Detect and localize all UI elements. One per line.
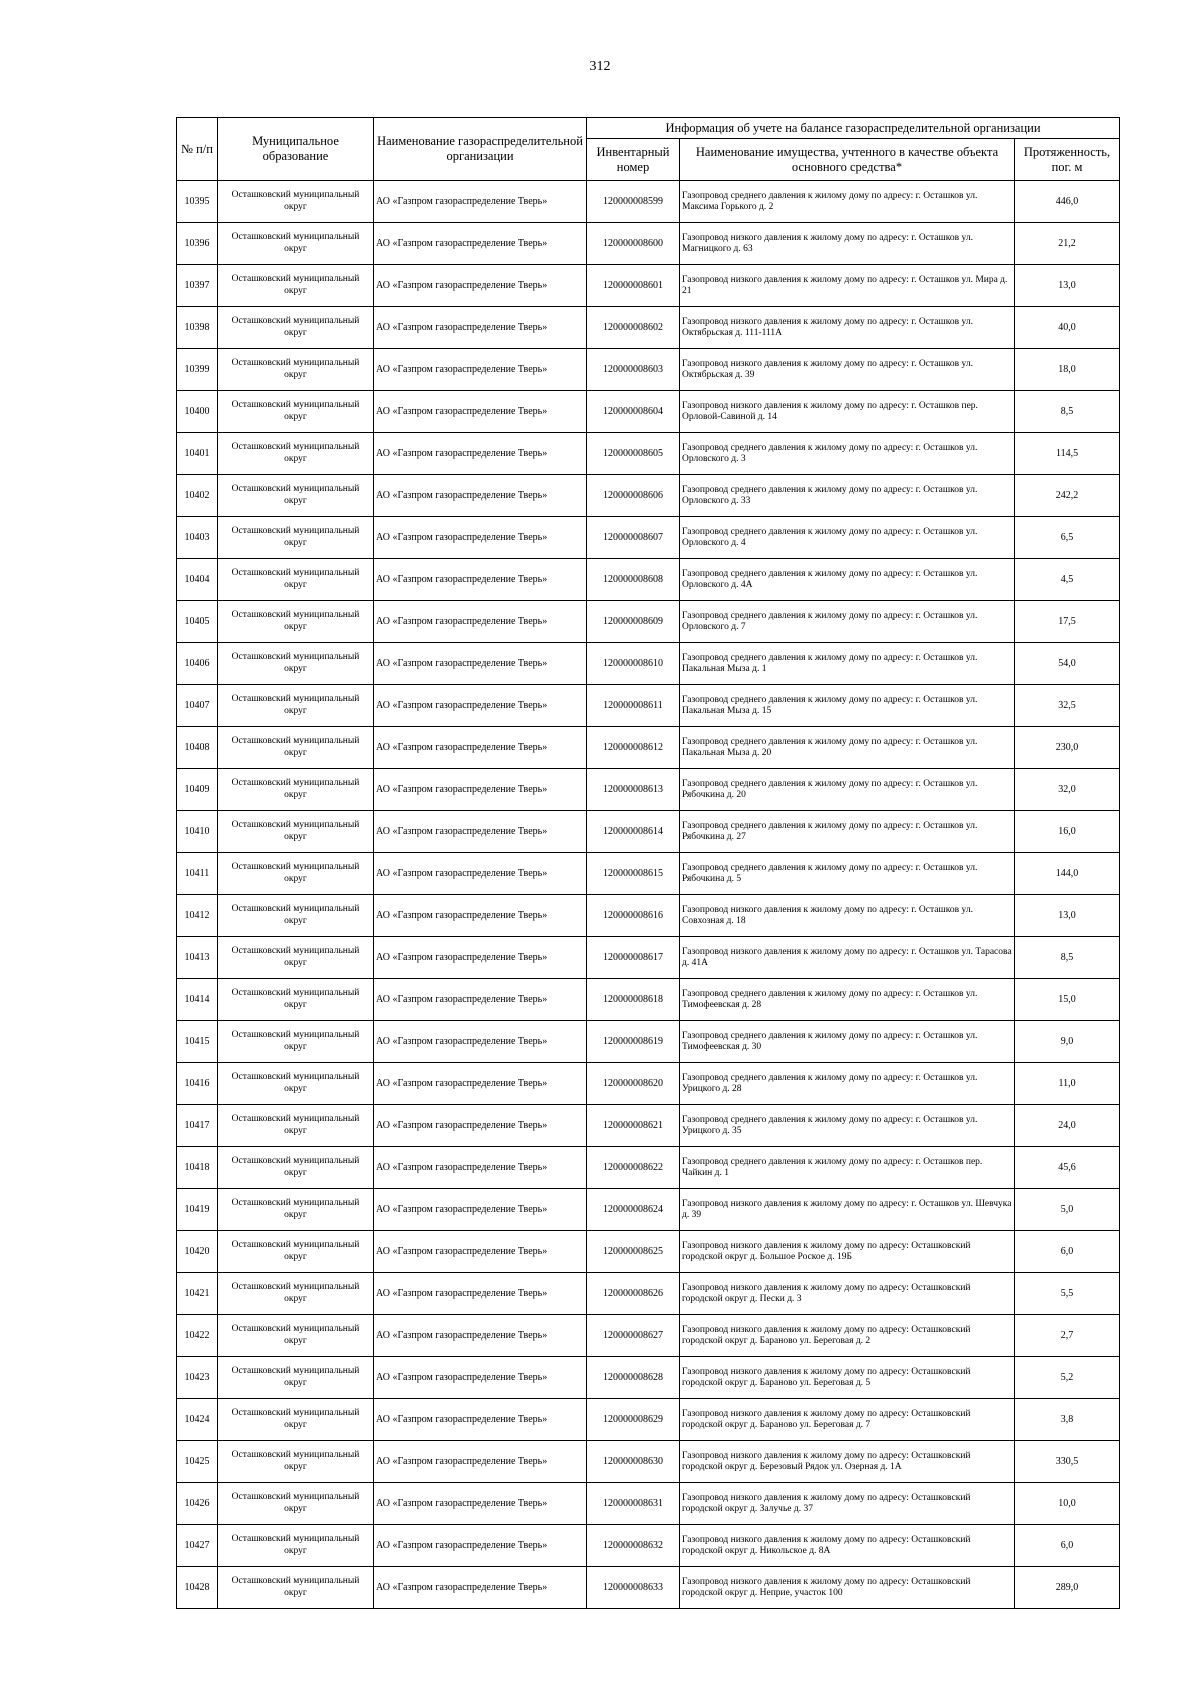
table-row <box>177 853 1120 895</box>
row-length: 230,0 <box>1015 727 1120 769</box>
row-number: 10402 <box>177 475 218 517</box>
row-asset-name: Газопровод среднего давления к жилому дому по адресу: г. Осташков ул. Рябочкина д. 5 <box>680 853 1015 895</box>
header-asset: Наименование имущества, учтенного в качестве объекта основного средства* <box>680 139 1015 181</box>
table-row <box>177 811 1120 853</box>
row-number: 10422 <box>177 1315 218 1357</box>
row-asset-name: Газопровод среднего давления к жилому дому по адресу: г. Осташков ул. Пакальная Мыза д. 1 <box>680 643 1015 685</box>
page-number: 312 <box>589 59 611 74</box>
table-row <box>177 727 1120 769</box>
row-asset-name: Газопровод низкого давления к жилому дому по адресу: Осташковский городской округ д. Неприе, участок 100 <box>680 1567 1015 1609</box>
header-num: № п/п <box>177 118 218 181</box>
row-inventory-number: 120000008607 <box>587 517 680 559</box>
row-asset-name: Газопровод среднего давления к жилому дому по адресу: г. Осташков ул. Тимофеевская д. 30 <box>680 1021 1015 1063</box>
row-length: 8,5 <box>1015 937 1120 979</box>
row-asset-name: Газопровод низкого давления к жилому дому по адресу: г. Осташков ул. Октябрьская д. 39 <box>680 349 1015 391</box>
row-municipality: Осташковский муниципальный округ <box>218 937 374 979</box>
row-organization: АО «Газпром газораспределение Тверь» <box>374 307 587 349</box>
row-municipality: Осташковский муниципальный округ <box>218 601 374 643</box>
row-inventory-number: 120000008622 <box>587 1147 680 1189</box>
row-inventory-number: 120000008621 <box>587 1105 680 1147</box>
row-length: 4,5 <box>1015 559 1120 601</box>
row-asset-name: Газопровод низкого давления к жилому дому по адресу: Осташковский городской округ д. Никольское д. 8А <box>680 1525 1015 1567</box>
row-asset-name: Газопровод низкого давления к жилому дому по адресу: г. Осташков пер. Орловой-Савиной д. 14 <box>680 391 1015 433</box>
table-row <box>177 685 1120 727</box>
row-municipality: Осташковский муниципальный округ <box>218 223 374 265</box>
row-asset-name: Газопровод низкого давления к жилому дому по адресу: г. Осташков ул. Октябрьская д. 111-111А <box>680 307 1015 349</box>
row-organization: АО «Газпром газораспределение Тверь» <box>374 433 587 475</box>
row-number: 10405 <box>177 601 218 643</box>
row-asset-name: Газопровод среднего давления к жилому дому по адресу: г. Осташков ул. Пакальная Мыза д. 15 <box>680 685 1015 727</box>
row-number: 10413 <box>177 937 218 979</box>
row-organization: АО «Газпром газораспределение Тверь» <box>374 517 587 559</box>
row-number: 10419 <box>177 1189 218 1231</box>
row-length: 5,2 <box>1015 1357 1120 1399</box>
row-number: 10407 <box>177 685 218 727</box>
row-organization: АО «Газпром газораспределение Тверь» <box>374 1315 587 1357</box>
row-number: 10426 <box>177 1483 218 1525</box>
row-length: 11,0 <box>1015 1063 1120 1105</box>
row-municipality: Осташковский муниципальный округ <box>218 643 374 685</box>
row-number: 10412 <box>177 895 218 937</box>
row-asset-name: Газопровод среднего давления к жилому дому по адресу: г. Осташков ул. Максима Горького д. 2 <box>680 181 1015 223</box>
row-inventory-number: 120000008610 <box>587 643 680 685</box>
row-organization: АО «Газпром газораспределение Тверь» <box>374 853 587 895</box>
row-number: 10409 <box>177 769 218 811</box>
row-organization: АО «Газпром газораспределение Тверь» <box>374 769 587 811</box>
row-municipality: Осташковский муниципальный округ <box>218 475 374 517</box>
row-asset-name: Газопровод среднего давления к жилому дому по адресу: г. Осташков ул. Рябочкина д. 27 <box>680 811 1015 853</box>
row-municipality: Осташковский муниципальный округ <box>218 895 374 937</box>
row-asset-name: Газопровод низкого давления к жилому дому по адресу: г. Осташков ул. Мира д. 21 <box>680 265 1015 307</box>
row-length: 17,5 <box>1015 601 1120 643</box>
table-row <box>177 517 1120 559</box>
table-row <box>177 349 1120 391</box>
row-number: 10423 <box>177 1357 218 1399</box>
row-length: 6,0 <box>1015 1525 1120 1567</box>
row-municipality: Осташковский муниципальный округ <box>218 1399 374 1441</box>
row-inventory-number: 120000008601 <box>587 265 680 307</box>
row-inventory-number: 120000008629 <box>587 1399 680 1441</box>
row-inventory-number: 120000008617 <box>587 937 680 979</box>
row-number: 10395 <box>177 181 218 223</box>
row-municipality: Осташковский муниципальный округ <box>218 853 374 895</box>
row-length: 18,0 <box>1015 349 1120 391</box>
row-municipality: Осташковский муниципальный округ <box>218 1273 374 1315</box>
row-organization: АО «Газпром газораспределение Тверь» <box>374 475 587 517</box>
row-number: 10420 <box>177 1231 218 1273</box>
row-municipality: Осташковский муниципальный округ <box>218 307 374 349</box>
row-asset-name: Газопровод низкого давления к жилому дому по адресу: Осташковский городской округ д. Залучье д. 37 <box>680 1483 1015 1525</box>
table-row <box>177 433 1120 475</box>
row-length: 13,0 <box>1015 895 1120 937</box>
row-length: 242,2 <box>1015 475 1120 517</box>
table-row <box>177 1315 1120 1357</box>
row-length: 114,5 <box>1015 433 1120 475</box>
row-asset-name: Газопровод низкого давления к жилому дому по адресу: г. Осташков ул. Тарасова д. 41А <box>680 937 1015 979</box>
row-inventory-number: 120000008605 <box>587 433 680 475</box>
table-row <box>177 1357 1120 1399</box>
row-inventory-number: 120000008620 <box>587 1063 680 1105</box>
row-organization: АО «Газпром газораспределение Тверь» <box>374 727 587 769</box>
row-municipality: Осташковский муниципальный округ <box>218 1525 374 1567</box>
row-inventory-number: 120000008606 <box>587 475 680 517</box>
row-asset-name: Газопровод среднего давления к жилому дому по адресу: г. Осташков ул. Тимофеевская д. 28 <box>680 979 1015 1021</box>
row-municipality: Осташковский муниципальный округ <box>218 559 374 601</box>
row-length: 5,5 <box>1015 1273 1120 1315</box>
row-municipality: Осташковский муниципальный округ <box>218 1315 374 1357</box>
row-organization: АО «Газпром газораспределение Тверь» <box>374 1105 587 1147</box>
row-organization: АО «Газпром газораспределение Тверь» <box>374 1525 587 1567</box>
registry-table <box>176 117 1120 1609</box>
row-length: 32,0 <box>1015 769 1120 811</box>
row-length: 10,0 <box>1015 1483 1120 1525</box>
table-row <box>177 1231 1120 1273</box>
header-length: Протяженность, пог. м <box>1015 139 1120 181</box>
row-number: 10410 <box>177 811 218 853</box>
row-organization: АО «Газпром газораспределение Тверь» <box>374 1147 587 1189</box>
row-number: 10414 <box>177 979 218 1021</box>
row-asset-name: Газопровод низкого давления к жилому дому по адресу: г. Осташков ул. Шевчука д. 39 <box>680 1189 1015 1231</box>
row-inventory-number: 120000008627 <box>587 1315 680 1357</box>
row-inventory-number: 120000008611 <box>587 685 680 727</box>
row-organization: АО «Газпром газораспределение Тверь» <box>374 601 587 643</box>
table-row <box>177 1273 1120 1315</box>
row-organization: АО «Газпром газораспределение Тверь» <box>374 1357 587 1399</box>
row-asset-name: Газопровод среднего давления к жилому дому по адресу: г. Осташков ул. Урицкого д. 28 <box>680 1063 1015 1105</box>
row-municipality: Осташковский муниципальный округ <box>218 685 374 727</box>
row-asset-name: Газопровод среднего давления к жилому дому по адресу: г. Осташков пер. Чайкин д. 1 <box>680 1147 1015 1189</box>
row-number: 10397 <box>177 265 218 307</box>
row-municipality: Осташковский муниципальный округ <box>218 391 374 433</box>
row-inventory-number: 120000008600 <box>587 223 680 265</box>
row-length: 3,8 <box>1015 1399 1120 1441</box>
row-organization: АО «Газпром газораспределение Тверь» <box>374 1021 587 1063</box>
row-inventory-number: 120000008603 <box>587 349 680 391</box>
row-municipality: Осташковский муниципальный округ <box>218 1063 374 1105</box>
table-row <box>177 307 1120 349</box>
row-length: 144,0 <box>1015 853 1120 895</box>
row-asset-name: Газопровод низкого давления к жилому дому по адресу: Осташковский городской округ д. Бараново ул. Береговая д. 5 <box>680 1357 1015 1399</box>
table-row <box>177 1105 1120 1147</box>
row-municipality: Осташковский муниципальный округ <box>218 1147 374 1189</box>
row-inventory-number: 120000008613 <box>587 769 680 811</box>
table-row <box>177 1063 1120 1105</box>
row-length: 9,0 <box>1015 1021 1120 1063</box>
row-inventory-number: 120000008608 <box>587 559 680 601</box>
row-organization: АО «Газпром газораспределение Тверь» <box>374 1567 587 1609</box>
row-municipality: Осташковский муниципальный округ <box>218 181 374 223</box>
table-row <box>177 643 1120 685</box>
row-organization: АО «Газпром газораспределение Тверь» <box>374 1399 587 1441</box>
header-group-title: Информация об учете на балансе газораспределительной организации <box>587 118 1120 139</box>
row-number: 10396 <box>177 223 218 265</box>
row-organization: АО «Газпром газораспределение Тверь» <box>374 559 587 601</box>
header-municipality: Муниципальное образование <box>218 118 374 181</box>
row-length: 289,0 <box>1015 1567 1120 1609</box>
row-number: 10421 <box>177 1273 218 1315</box>
row-organization: АО «Газпром газораспределение Тверь» <box>374 181 587 223</box>
row-organization: АО «Газпром газораспределение Тверь» <box>374 1063 587 1105</box>
row-inventory-number: 120000008612 <box>587 727 680 769</box>
row-organization: АО «Газпром газораспределение Тверь» <box>374 265 587 307</box>
row-inventory-number: 120000008618 <box>587 979 680 1021</box>
row-number: 10403 <box>177 517 218 559</box>
row-municipality: Осташковский муниципальный округ <box>218 979 374 1021</box>
row-number: 10406 <box>177 643 218 685</box>
table-row <box>177 769 1120 811</box>
table-row <box>177 559 1120 601</box>
row-number: 10416 <box>177 1063 218 1105</box>
row-asset-name: Газопровод среднего давления к жилому дому по адресу: г. Осташков ул. Орловского д. 7 <box>680 601 1015 643</box>
row-number: 10404 <box>177 559 218 601</box>
row-organization: АО «Газпром газораспределение Тверь» <box>374 349 587 391</box>
row-length: 13,0 <box>1015 265 1120 307</box>
row-length: 8,5 <box>1015 391 1120 433</box>
row-inventory-number: 120000008625 <box>587 1231 680 1273</box>
row-asset-name: Газопровод низкого давления к жилому дому по адресу: г. Осташков ул. Совхозная д. 18 <box>680 895 1015 937</box>
row-number: 10399 <box>177 349 218 391</box>
row-inventory-number: 120000008599 <box>587 181 680 223</box>
row-asset-name: Газопровод низкого давления к жилому дому по адресу: Осташковский городской округ д. Большое Роское д. 19Б <box>680 1231 1015 1273</box>
row-municipality: Осташковский муниципальный округ <box>218 1567 374 1609</box>
row-asset-name: Газопровод среднего давления к жилому дому по адресу: г. Осташков ул. Пакальная Мыза д. 20 <box>680 727 1015 769</box>
row-organization: АО «Газпром газораспределение Тверь» <box>374 1189 587 1231</box>
header-inventory: Инвентарный номер <box>587 139 680 181</box>
row-inventory-number: 120000008609 <box>587 601 680 643</box>
row-organization: АО «Газпром газораспределение Тверь» <box>374 1441 587 1483</box>
table-row <box>177 1399 1120 1441</box>
row-length: 32,5 <box>1015 685 1120 727</box>
row-number: 10417 <box>177 1105 218 1147</box>
table-row <box>177 979 1120 1021</box>
row-length: 24,0 <box>1015 1105 1120 1147</box>
row-inventory-number: 120000008630 <box>587 1441 680 1483</box>
row-inventory-number: 120000008615 <box>587 853 680 895</box>
row-asset-name: Газопровод низкого давления к жилому дому по адресу: Осташковский городской округ д. Бараново ул. Береговая д. 2 <box>680 1315 1015 1357</box>
table-row <box>177 1189 1120 1231</box>
row-organization: АО «Газпром газораспределение Тверь» <box>374 937 587 979</box>
row-inventory-number: 120000008614 <box>587 811 680 853</box>
row-municipality: Осташковский муниципальный округ <box>218 517 374 559</box>
row-municipality: Осташковский муниципальный округ <box>218 1357 374 1399</box>
row-inventory-number: 120000008633 <box>587 1567 680 1609</box>
row-inventory-number: 120000008632 <box>587 1525 680 1567</box>
table-row <box>177 1567 1120 1609</box>
row-length: 330,5 <box>1015 1441 1120 1483</box>
row-length: 54,0 <box>1015 643 1120 685</box>
row-asset-name: Газопровод среднего давления к жилому дому по адресу: г. Осташков ул. Рябочкина д. 20 <box>680 769 1015 811</box>
row-length: 40,0 <box>1015 307 1120 349</box>
table-row <box>177 1021 1120 1063</box>
row-asset-name: Газопровод среднего давления к жилому дому по адресу: г. Осташков ул. Орловского д. 33 <box>680 475 1015 517</box>
row-municipality: Осташковский муниципальный округ <box>218 1231 374 1273</box>
row-length: 21,2 <box>1015 223 1120 265</box>
row-organization: АО «Газпром газораспределение Тверь» <box>374 1231 587 1273</box>
row-inventory-number: 120000008626 <box>587 1273 680 1315</box>
row-municipality: Осташковский муниципальный округ <box>218 1483 374 1525</box>
row-municipality: Осташковский муниципальный округ <box>218 265 374 307</box>
row-municipality: Осташковский муниципальный округ <box>218 1189 374 1231</box>
row-inventory-number: 120000008628 <box>587 1357 680 1399</box>
row-municipality: Осташковский муниципальный округ <box>218 1021 374 1063</box>
row-municipality: Осташковский муниципальный округ <box>218 769 374 811</box>
row-organization: АО «Газпром газораспределение Тверь» <box>374 643 587 685</box>
table-row <box>177 1483 1120 1525</box>
row-asset-name: Газопровод низкого давления к жилому дому по адресу: Осташковский городской округ д. Бараново ул. Береговая д. 7 <box>680 1399 1015 1441</box>
row-number: 10408 <box>177 727 218 769</box>
row-asset-name: Газопровод низкого давления к жилому дому по адресу: Осташковский городской округ д. Пески д. 3 <box>680 1273 1015 1315</box>
table-row <box>177 895 1120 937</box>
row-inventory-number: 120000008604 <box>587 391 680 433</box>
row-number: 10425 <box>177 1441 218 1483</box>
row-length: 16,0 <box>1015 811 1120 853</box>
row-municipality: Осташковский муниципальный округ <box>218 349 374 391</box>
table-row <box>177 1525 1120 1567</box>
row-asset-name: Газопровод среднего давления к жилому дому по адресу: г. Осташков ул. Орловского д. 4А <box>680 559 1015 601</box>
table-row <box>177 391 1120 433</box>
row-organization: АО «Газпром газораспределение Тверь» <box>374 685 587 727</box>
row-number: 10400 <box>177 391 218 433</box>
table-row <box>177 475 1120 517</box>
row-organization: АО «Газпром газораспределение Тверь» <box>374 895 587 937</box>
table-row <box>177 1147 1120 1189</box>
row-length: 446,0 <box>1015 181 1120 223</box>
row-number: 10401 <box>177 433 218 475</box>
row-inventory-number: 120000008602 <box>587 307 680 349</box>
row-organization: АО «Газпром газораспределение Тверь» <box>374 391 587 433</box>
row-inventory-number: 120000008619 <box>587 1021 680 1063</box>
row-length: 45,6 <box>1015 1147 1120 1189</box>
row-inventory-number: 120000008624 <box>587 1189 680 1231</box>
header-org: Наименование газораспределительной организации <box>374 118 587 181</box>
row-municipality: Осташковский муниципальный округ <box>218 433 374 475</box>
row-municipality: Осташковский муниципальный округ <box>218 727 374 769</box>
table-row <box>177 265 1120 307</box>
row-asset-name: Газопровод низкого давления к жилому дому по адресу: г. Осташков ул. Магницкого д. 63 <box>680 223 1015 265</box>
table-row <box>177 181 1120 223</box>
row-number: 10418 <box>177 1147 218 1189</box>
row-length: 15,0 <box>1015 979 1120 1021</box>
row-asset-name: Газопровод среднего давления к жилому дому по адресу: г. Осташков ул. Орловского д. 3 <box>680 433 1015 475</box>
row-number: 10411 <box>177 853 218 895</box>
row-municipality: Осташковский муниципальный округ <box>218 811 374 853</box>
table-row <box>177 223 1120 265</box>
row-number: 10424 <box>177 1399 218 1441</box>
row-asset-name: Газопровод среднего давления к жилому дому по адресу: г. Осташков ул. Орловского д. 4 <box>680 517 1015 559</box>
row-organization: АО «Газпром газораспределение Тверь» <box>374 811 587 853</box>
row-number: 10427 <box>177 1525 218 1567</box>
table-row <box>177 937 1120 979</box>
row-length: 6,0 <box>1015 1231 1120 1273</box>
table-header <box>177 118 1120 181</box>
row-asset-name: Газопровод низкого давления к жилому дому по адресу: Осташковский городской округ д. Березовый Рядок ул. Озерная д. 1А <box>680 1441 1015 1483</box>
row-number: 10398 <box>177 307 218 349</box>
row-organization: АО «Газпром газораспределение Тверь» <box>374 979 587 1021</box>
row-length: 2,7 <box>1015 1315 1120 1357</box>
row-asset-name: Газопровод среднего давления к жилому дому по адресу: г. Осташков ул. Урицкого д. 35 <box>680 1105 1015 1147</box>
table-row <box>177 1441 1120 1483</box>
row-inventory-number: 120000008616 <box>587 895 680 937</box>
row-organization: АО «Газпром газораспределение Тверь» <box>374 223 587 265</box>
row-number: 10428 <box>177 1567 218 1609</box>
row-organization: АО «Газпром газораспределение Тверь» <box>374 1483 587 1525</box>
row-municipality: Осташковский муниципальный округ <box>218 1441 374 1483</box>
row-length: 5,0 <box>1015 1189 1120 1231</box>
row-number: 10415 <box>177 1021 218 1063</box>
row-municipality: Осташковский муниципальный округ <box>218 1105 374 1147</box>
table-row <box>177 601 1120 643</box>
table-body <box>177 181 1120 1609</box>
row-organization: АО «Газпром газораспределение Тверь» <box>374 1273 587 1315</box>
row-inventory-number: 120000008631 <box>587 1483 680 1525</box>
row-length: 6,5 <box>1015 517 1120 559</box>
